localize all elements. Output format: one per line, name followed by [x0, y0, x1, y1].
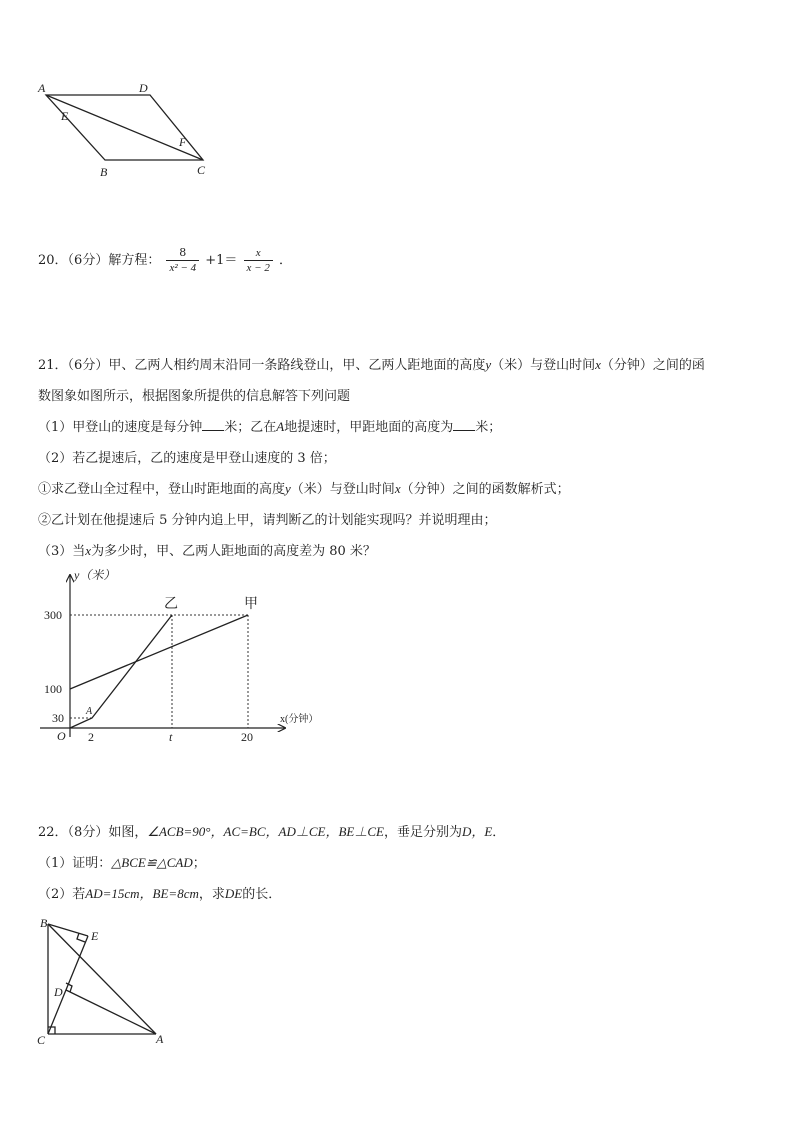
q21-line-1: [38, 354, 705, 373]
label-e: E: [61, 109, 69, 123]
q20-frac2-denominator: x − 2: [246, 262, 270, 274]
y-tick-300: 300: [44, 608, 62, 622]
series-jia-label: 甲: [244, 597, 258, 612]
q21-p1-b: 米；乙在: [224, 420, 277, 435]
label-e: E: [91, 929, 99, 943]
y-axis-label: y（米）: [74, 568, 116, 582]
q21-p21-b: （米）与登山时间: [290, 482, 395, 497]
x-tick-t: t: [169, 730, 173, 744]
q21-p21-var-x: x: [394, 481, 401, 496]
q20-plus-one: +1＝: [205, 253, 238, 268]
series-yi-label: 乙: [164, 597, 178, 612]
q21-p21-c: （分钟）之间的函数解析式；: [400, 482, 570, 497]
q21-part-2: [38, 447, 336, 466]
q21-line1-end: （分钟）之间的函: [600, 358, 705, 373]
label-a: A: [38, 81, 46, 95]
question-20: [38, 246, 292, 275]
q21-p1-a: （1）甲登山的速度是每分钟: [38, 420, 203, 435]
q21-line-2: [38, 385, 350, 404]
y-tick-30: 30: [52, 711, 64, 725]
q22-p1-congruence: △BCE≌△CAD: [111, 855, 193, 870]
q21-part-2-2: [38, 509, 497, 528]
label-c: C: [37, 1033, 46, 1047]
q21-p3-var-x: x: [85, 543, 92, 558]
q21-p22-text: ②乙计划在他提速后 5 分钟内追上甲，请判断乙的计划能实现吗？并说明理由；: [38, 513, 497, 528]
label-b: B: [100, 165, 108, 179]
q21-part-2-1: [38, 478, 570, 497]
q21-p21-a: ①求乙登山全过程中，登山时距地面的高度: [38, 482, 286, 497]
x-tick-20: 20: [241, 730, 253, 744]
q21-line1-text: 21．（6分）甲、乙两人相约周末沿同一条路线登山，甲、乙两人距地面的高度: [38, 358, 486, 373]
label-f: F: [179, 135, 187, 149]
q22-feet: D，E: [461, 824, 493, 839]
q21-p3-b: 为多少时，甲、乙两人距地面的高度差为 80 米？: [91, 544, 376, 559]
q21-var-x: x: [595, 357, 601, 372]
triangle-figure: [30, 910, 180, 1050]
q21-p1-var-a: A: [276, 419, 285, 434]
q20-end: ．: [278, 253, 292, 268]
y-tick-100: 100: [44, 682, 62, 696]
q21-p1-c: 地提速时，甲距地面的高度为: [284, 420, 454, 435]
q20-frac2-numerator: x: [244, 246, 273, 261]
label-d: D: [54, 985, 63, 999]
label-d: D: [139, 81, 148, 95]
q22-p2-e: 的长．: [242, 887, 282, 902]
label-a: A: [156, 1032, 164, 1046]
parallelogram-figure: [30, 75, 220, 185]
q22-part-1: [38, 852, 206, 871]
q22-line1-c: ，垂足分别为: [383, 825, 462, 840]
q20-fraction-2: [244, 246, 273, 275]
q22-conditions: ∠ACB=90°，AC=BC，AD⊥CE，BE⊥CE: [147, 824, 384, 839]
q22-p2-c: ，求: [198, 887, 225, 902]
height-time-graph: [30, 565, 340, 750]
x-tick-2: 2: [88, 730, 94, 744]
q21-p2-text: （2）若乙提速后，乙的速度是甲登山速度的 3 倍；: [38, 451, 336, 466]
origin-label: O: [57, 729, 66, 743]
answer-blank-2[interactable]: [453, 418, 475, 431]
point-a-label: A: [86, 706, 93, 717]
q21-part-3: [38, 540, 376, 559]
series-jia-line: [70, 615, 248, 689]
q22-part-2: [38, 883, 281, 902]
q22-p2-de: DE: [224, 886, 243, 901]
label-c: C: [197, 163, 206, 177]
q20-fraction-1: [166, 246, 199, 275]
q22-p2-a: （2）若: [38, 887, 86, 902]
label-b: B: [40, 916, 48, 930]
x-axis-label: x(分钟）: [280, 714, 319, 725]
answer-blank-1[interactable]: [202, 418, 224, 431]
q22-p1-a: （1）证明：: [38, 856, 112, 871]
q21-p21-var-y: y: [285, 481, 291, 496]
q21-var-y: y: [485, 357, 492, 372]
q21-part-1: [38, 416, 501, 435]
q22-line-1: [38, 821, 505, 840]
q20-frac1-denominator: x² − 4: [169, 262, 197, 274]
q21-line2-text: 数图象如图所示，根据图象所提供的信息解答下列问题: [38, 389, 351, 404]
q21-p3-a: （3）当: [38, 544, 86, 559]
q22-line1-a: 22．（8分）如图，: [38, 825, 148, 840]
q22-p2-given: AD=15cm，BE=8cm: [85, 886, 199, 901]
q20-frac1-numerator: 8: [166, 246, 199, 261]
q21-line1-mid: （米）与登山时间: [491, 358, 596, 373]
q21-p1-d: 米；: [475, 420, 502, 435]
q20-prefix: 20．（6分）解方程：: [38, 253, 161, 268]
q22-line1-e: ．: [492, 825, 506, 840]
q22-p1-c: ；: [192, 856, 206, 871]
